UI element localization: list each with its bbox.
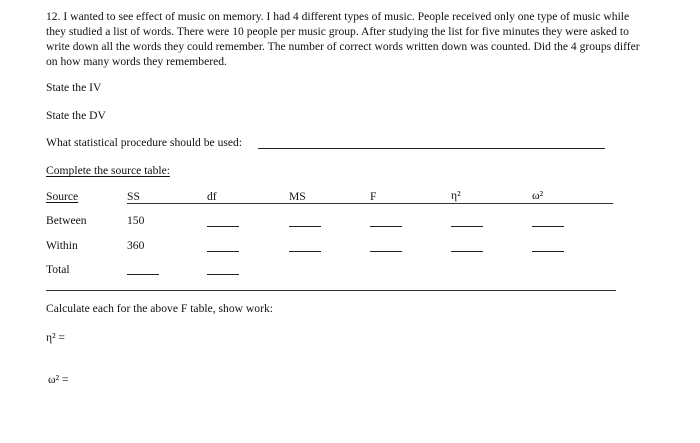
within-ms-blank[interactable] [289,251,321,252]
between-ms-blank[interactable] [289,226,321,227]
row-between-source: Between [46,214,87,227]
within-df-blank[interactable] [207,251,239,252]
header-source: Source [46,190,79,203]
header-f: F [370,190,377,203]
prompt-iv: State the IV [46,81,102,94]
question-text: 12. I wanted to see effect of music on memory. I had 4 different types of music. People received only one type of music while they studied a list of words. There were 10 people per music group. After studying the list for five minutes they were asked to write down all the words they could remember. The number of correct words written down was counted. Did the 4 groups differ on how many words they remembered. [46,10,640,68]
eta-squared-label: η² = [46,331,65,344]
prompt-dv: State the DV [46,109,106,122]
between-omega-blank[interactable] [532,226,564,227]
row-within-source: Within [46,239,78,252]
section-divider [46,290,616,291]
source-table-title: Complete the source table: [46,164,170,177]
within-omega-blank[interactable] [532,251,564,252]
procedure-answer-line[interactable] [258,148,605,149]
calculate-instruction: Calculate each for the above F table, show work: [46,302,273,315]
header-ms: MS [289,190,306,203]
header-eta-squared: η² [451,189,461,202]
omega-squared-label: ω² = [48,373,69,386]
header-df: df [207,190,217,203]
header-omega-squared: ω² [532,189,544,202]
total-ss-blank[interactable] [127,274,159,275]
between-eta-blank[interactable] [451,226,483,227]
within-f-blank[interactable] [370,251,402,252]
between-df-blank[interactable] [207,226,239,227]
header-rule [127,203,613,204]
prompt-procedure: What statistical procedure should be used: [46,136,243,149]
row-within-ss: 360 [127,239,145,252]
between-f-blank[interactable] [370,226,402,227]
header-ss: SS [127,190,140,203]
within-eta-blank[interactable] [451,251,483,252]
row-between-ss: 150 [127,214,145,227]
row-total-source: Total [46,263,70,276]
total-df-blank[interactable] [207,274,239,275]
